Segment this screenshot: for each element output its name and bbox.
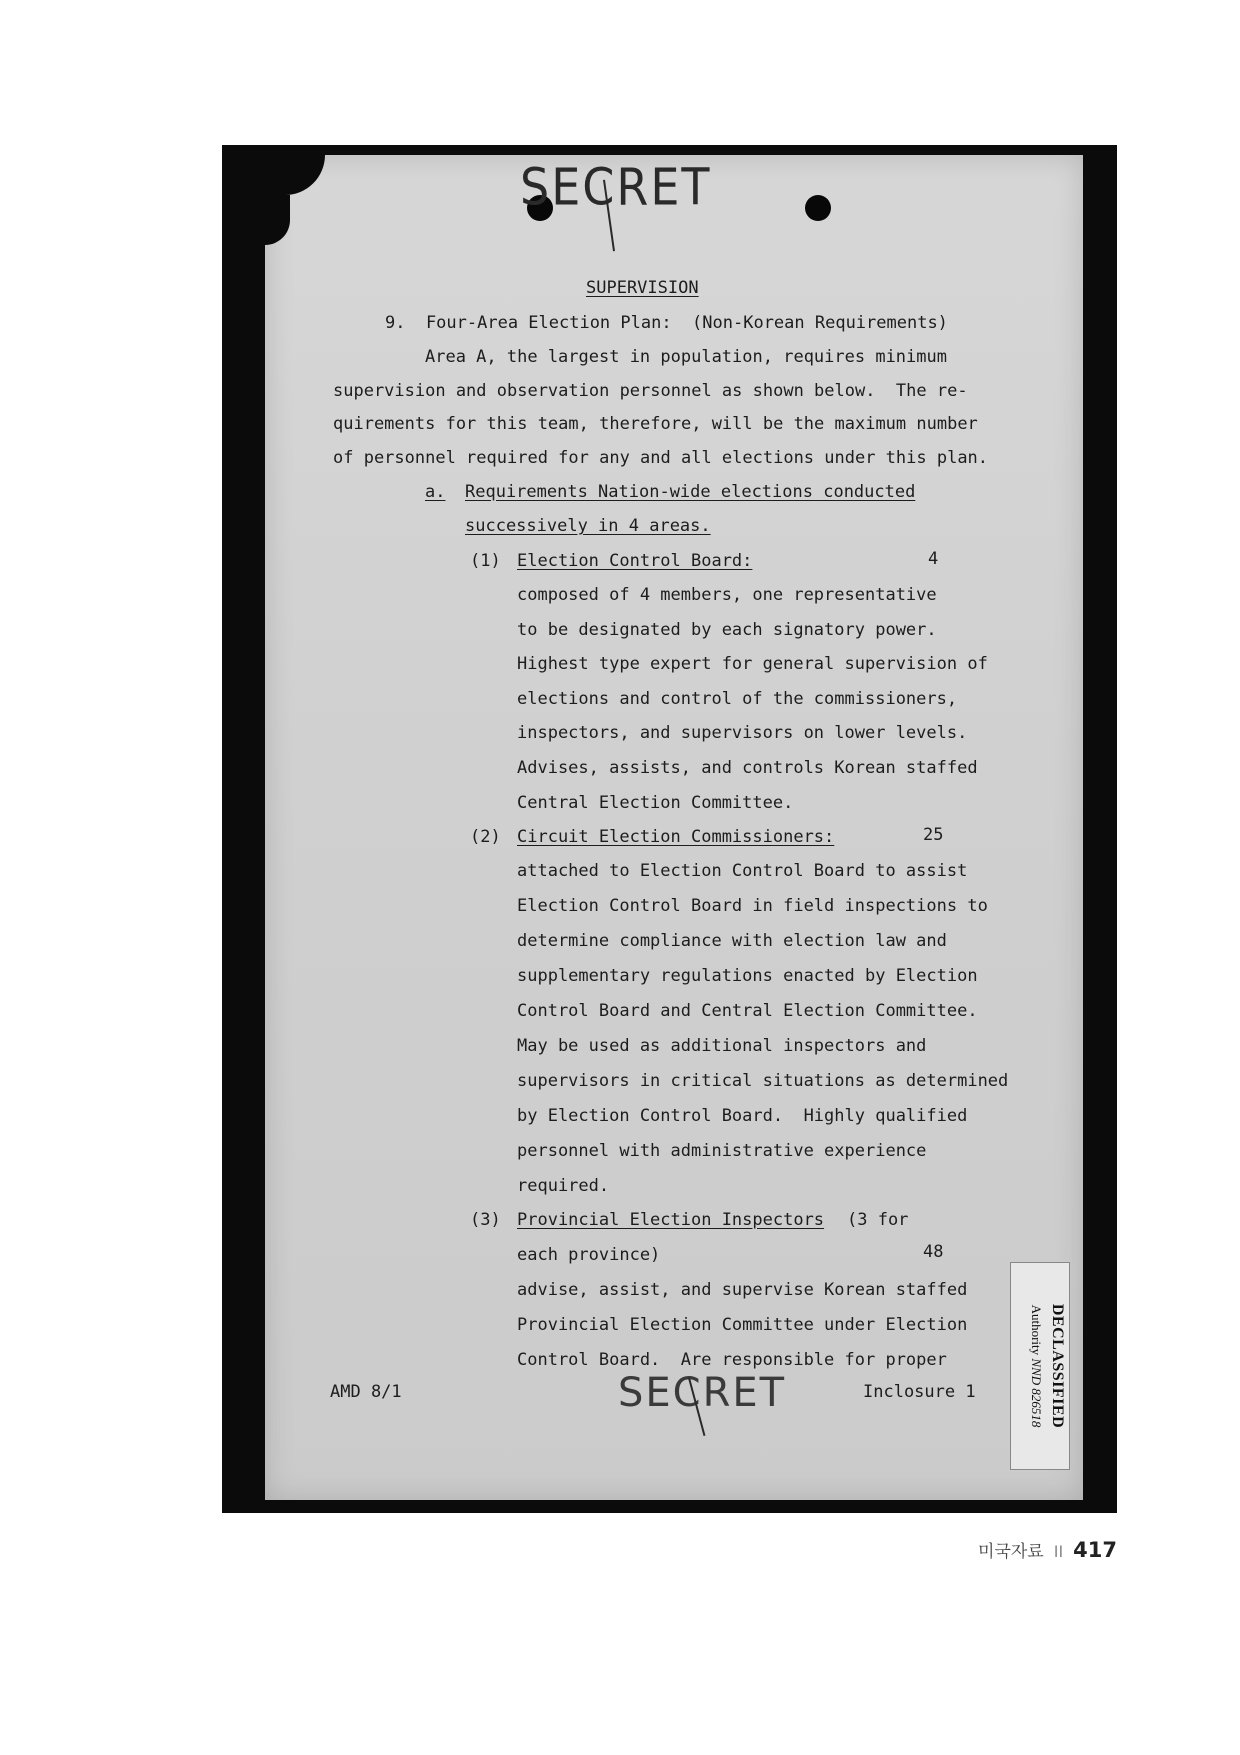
item-text: supplementary regulations enacted by Election [517, 966, 978, 986]
item-count: 48 [923, 1242, 944, 1262]
item-title-suffix: (3 for [847, 1210, 909, 1230]
paragraph-line: supervision and observation personnel as shown below. The re- [333, 381, 968, 401]
item-text: Advises, assists, and controls Korean staffed [517, 758, 978, 778]
item-text: Election Control Board in field inspections to [517, 896, 988, 916]
secret-stamp-top: SECRET [520, 157, 712, 217]
item-a-marker: a. [425, 482, 446, 502]
item-text: personnel with administrative experience [517, 1141, 927, 1161]
item-marker: (2) [470, 827, 501, 847]
paragraph-line: quirements for this team, therefore, will be the maximum number [333, 414, 978, 434]
page-number: 417 [1073, 1538, 1117, 1562]
item-text: May be used as additional inspectors and [517, 1036, 927, 1056]
item-text: required. [517, 1176, 610, 1196]
item-a-title: Requirements Nation-wide elections conducted [465, 482, 916, 502]
book-page-footer [978, 1537, 1117, 1562]
item-marker: (3) [470, 1210, 501, 1230]
item-text: advise, assist, and supervise Korean staffed [517, 1280, 968, 1300]
item-count: 25 [923, 825, 944, 845]
paragraph-line: 9. Four-Area Election Plan: (Non-Korean Requirements) [385, 313, 948, 333]
book-section-label: 미국자료 [978, 1542, 1044, 1562]
item-text: Central Election Committee. [517, 793, 794, 813]
item-text: elections and control of the commissioners, [517, 689, 958, 709]
secret-stamp-bottom: SECRET [618, 1370, 787, 1416]
item-title: Election Control Board: [517, 551, 753, 571]
paragraph-line: Area A, the largest in population, requires minimum [425, 347, 947, 367]
item-text: Control Board. Are responsible for proper [517, 1350, 947, 1370]
item-text: attached to Election Control Board to assist [517, 861, 968, 881]
item-marker: (1) [470, 551, 501, 571]
declassified-title: DECLASSIFIED [1049, 1303, 1066, 1429]
item-title: Circuit Election Commissioners: [517, 827, 835, 847]
section-heading: SUPERVISION [586, 278, 699, 298]
punch-hole-right [805, 195, 831, 221]
item-title: Provincial Election Inspectors [517, 1210, 825, 1230]
item-count: 4 [928, 549, 939, 569]
item-text: Provincial Election Committee under Election [517, 1315, 968, 1335]
item-a-title-cont: successively in 4 areas. [465, 516, 711, 536]
authority-label: Authority [1029, 1304, 1044, 1356]
item-text: composed of 4 members, one representative [517, 585, 937, 605]
item-text: Highest type expert for general supervision of [517, 654, 988, 674]
item-title-cont: each province) [517, 1245, 661, 1265]
item-text: inspectors, and supervisors on lower levels. [517, 723, 968, 743]
item-text: supervisors in critical situations as determined [517, 1071, 1009, 1091]
item-text: determine compliance with election law and [517, 931, 947, 951]
item-text: by Election Control Board. Highly qualified [517, 1106, 968, 1126]
declassified-authority [1028, 1266, 1044, 1466]
authority-value: NND 826518 [1029, 1358, 1044, 1428]
inclosure-label: Inclosure 1 [863, 1382, 976, 1402]
declassified-stamp [1010, 1262, 1070, 1470]
document-code: AMD 8/1 [330, 1382, 402, 1402]
item-text: Control Board and Central Election Committee. [517, 1001, 978, 1021]
paragraph-line: of personnel required for any and all elections under this plan. [333, 448, 989, 468]
footer-separator: II [1053, 1542, 1064, 1561]
item-text: to be designated by each signatory power. [517, 620, 937, 640]
